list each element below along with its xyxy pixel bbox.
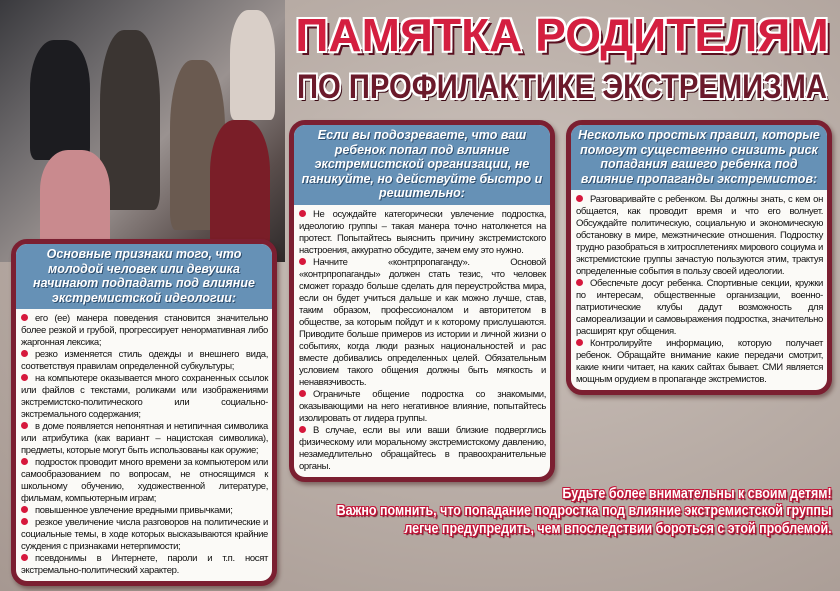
list-item: Не осуждайте категорически увлечение подростка, идеологию группы – такая манера точно натолкнется на протест. Попытайтесь выяснить причину экстремистского настроения, аккуратно обсудите, зачем ему это нужно. bbox=[299, 208, 546, 256]
footer-row bbox=[289, 486, 832, 539]
bullet-icon bbox=[299, 390, 306, 397]
bullet-icon bbox=[299, 258, 306, 265]
list-item: резкое увеличение числа разговоров на политические и социальные темы, в ходе которых высказываются крайние суждения с признаками нетерпимости; bbox=[21, 517, 268, 552]
list-item: Контролируйте информацию, которую получает ребенок. Обращайте внимание какие передачи смотрит, какие книги читает, на каких сайтах бывает. СМИ является мощным орудием в пропаганде экстремистов. bbox=[576, 338, 823, 385]
boxes-row bbox=[289, 120, 832, 482]
suspect-box bbox=[289, 120, 555, 482]
list-item: Ограничьте общение подростка со знакомыми, оказывающими на него негативное влияние, попытайтесь изолировать от лидера группы. bbox=[299, 388, 546, 424]
list-item: подросток проводит много времени за компьютером или самообразованием по вопросам, не относящимся к школьному обучению, художественной литературе, фильмам, компьютерным играм; bbox=[21, 457, 268, 504]
bullet-icon bbox=[576, 339, 583, 346]
signs-box bbox=[11, 239, 277, 586]
rules-list bbox=[571, 190, 827, 390]
bullet-icon bbox=[21, 374, 28, 381]
footer-line-2: Важно помнить, что попадание подростка под влияние экстремистской группы bbox=[336, 503, 832, 519]
list-item: резко изменяется стиль одежды и внешнего вида, соответствуя правилам определенной субкультуры; bbox=[21, 349, 268, 372]
footer-message bbox=[337, 486, 832, 539]
bullet-icon bbox=[299, 210, 306, 217]
poster-title: ПАМЯТКА РОДИТЕЛЯМ bbox=[295, 9, 829, 61]
bullet-icon bbox=[21, 554, 28, 561]
bullet-icon bbox=[299, 426, 306, 433]
list-item: Начните «контрпропаганду». Основой «контрпропаганды» должен стать тезис, что человек сможет гораздо больше сделать для переустройства мира, если он будет учиться дальше и как можно лучше, став, таким образом, профессионалом и авторитетом в обществе, за которым пойдут и к которому прислушаются. Приводите больше примеров из истории и личной жизни о событиях, когда люди разных национальностей и рас вместе добивались определенных целей. Обязательным условием такого общения должны быть мягкость и ненавязчивость. bbox=[299, 256, 546, 388]
teenagers-photo bbox=[0, 0, 285, 262]
list-item: на компьютере оказывается много сохраненных ссылок или файлов с текстами, роликами или изображениями экстремистско-политического или социально-экстремального содержания; bbox=[21, 373, 268, 420]
rules-heading: Несколько простых правил, которые помогут существенно снизить риск попадания вашего ребенка под влияние пропаганды экстремистов: bbox=[571, 125, 827, 190]
list-item: Обеспечьте досуг ребенка. Спортивные секции, кружки по интересам, общественные организации, военно-патриотические клубы дадут возможность для самореализации и самовыражения подростка, значительно расширят круг общения. bbox=[576, 278, 823, 337]
bullet-icon bbox=[21, 506, 28, 513]
suspect-heading: Если вы подозреваете, что ваш ребенок попал под влияние экстремистской организации, не паникуйте, но действуйте быстро и решительно: bbox=[294, 125, 550, 205]
poster-subtitle: ПО ПРОФИЛАКТИКЕ ЭКСТРЕМИЗМА bbox=[297, 68, 827, 106]
bullet-icon bbox=[21, 458, 28, 465]
bullet-icon bbox=[576, 279, 583, 286]
bullet-icon bbox=[21, 422, 28, 429]
footer-line-3: легче предупредить, чем впоследствии бороться с этой проблемой. bbox=[404, 520, 832, 537]
footer-line-1: Будьте более внимательны к своим детям! bbox=[562, 485, 832, 502]
bullet-icon bbox=[21, 350, 28, 357]
list-item: псевдонимы в Интернете, пароли и т.п. носят экстремально-политический характер. bbox=[21, 553, 268, 576]
bullet-icon bbox=[21, 314, 28, 321]
rules-box bbox=[566, 120, 832, 395]
list-item: в доме появляется непонятная и нетипичная символика или атрибутика (как вариант – нацистская символика), предметы, которые могут быть использованы как оружие; bbox=[21, 421, 268, 456]
list-item: В случае, если вы или ваши близкие подверглись физическому или моральному экстремистскому давлению, незамедлительно обращайтесь в правоохранительные органы. bbox=[299, 424, 546, 472]
list-item: его (ее) манера поведения становится значительно более резкой и грубой, прогрессирует ненормативная либо жаргонная лексика; bbox=[21, 313, 268, 348]
suspect-list bbox=[294, 205, 550, 477]
signs-list bbox=[16, 309, 272, 581]
right-column bbox=[289, 120, 832, 538]
bullet-icon bbox=[576, 195, 583, 202]
bullet-icon bbox=[21, 518, 28, 525]
list-item: Разговаривайте с ребенком. Вы должны знать, с кем он общается, как проводит время и что его волнует. Обсуждайте политическую, социальную и экономическую обстановку в мире, межэтнические отношения. Подростку трудно разобраться в хитросплетениях мирового социума и экстремистские группы зачастую пользуются этим, трактуя определенные события в пользу своей идеологии. bbox=[576, 194, 823, 277]
signs-heading: Основные признаки того, что молодой человек или девушка начинают подпадать под влияние экстремистской идеологии: bbox=[16, 244, 272, 309]
list-item: повышенное увлечение вредными привычками; bbox=[21, 505, 268, 517]
